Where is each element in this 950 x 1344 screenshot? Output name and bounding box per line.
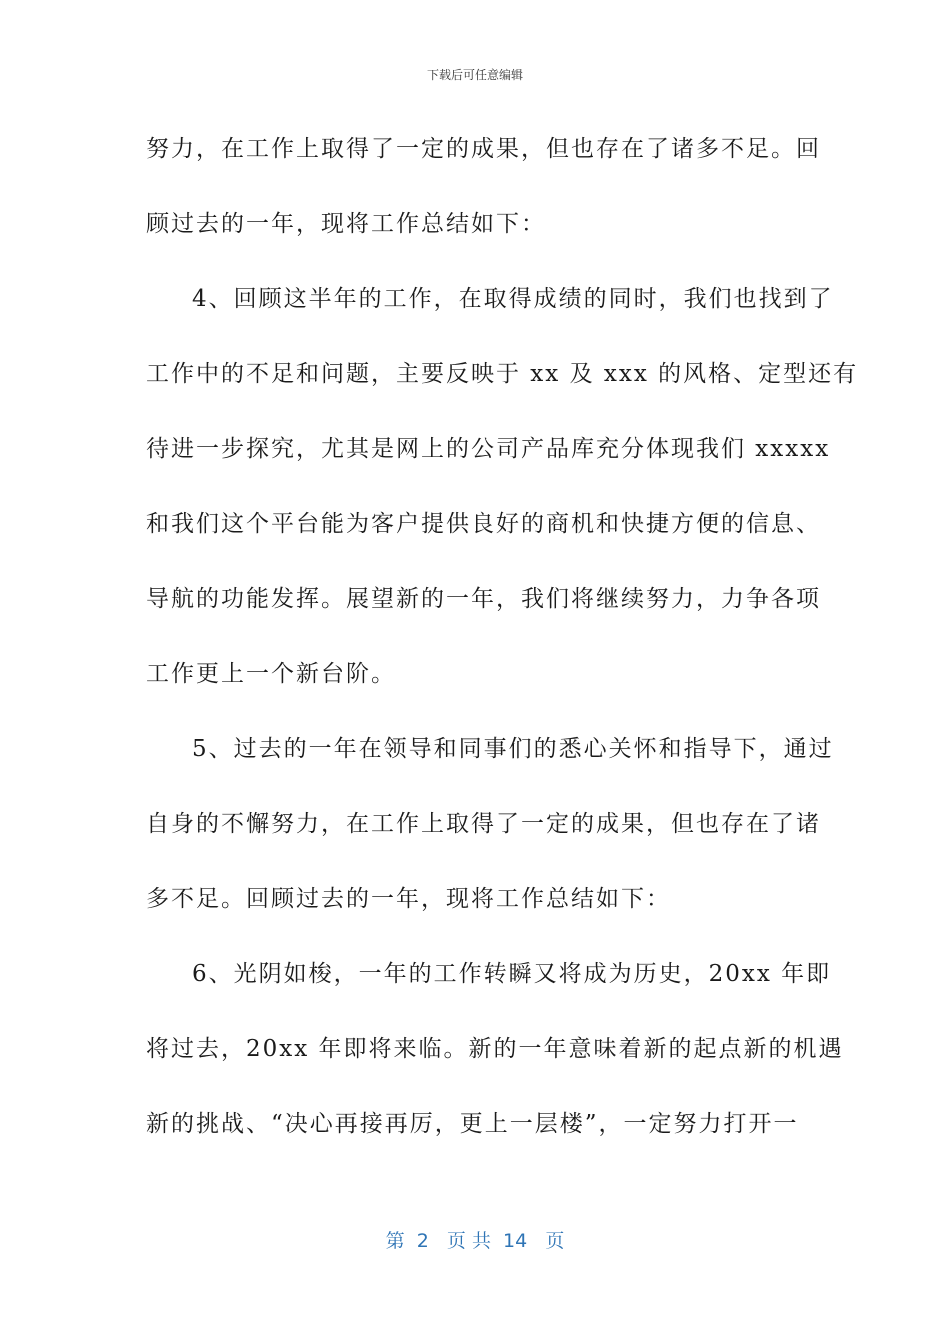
text-line: 待进一步探究，尤其是网上的公司产品库充分体现我们 xxxxx [146, 436, 831, 462]
text-line: 工作更上一个新台阶。 [146, 661, 396, 687]
text-line: 多不足。回顾过去的一年，现将工作总结如下： [146, 886, 671, 912]
text-line: 顾过去的一年，现将工作总结如下： [146, 211, 546, 237]
text-line: 将过去，20xx 年即将来临。新的一年意味着新的起点新的机遇 [146, 1036, 844, 1062]
text-line: 努力，在工作上取得了一定的成果，但也存在了诸多不足。回 [146, 136, 821, 162]
text-line: 和我们这个平台能为客户提供良好的商机和快捷方便的信息、 [146, 511, 821, 537]
text-line: 工作中的不足和问题，主要反映于 xx 及 xxx 的风格、定型还有 [146, 361, 859, 387]
text-line: 新的挑战、“决心再接再厉，更上一层楼”，一定努力打开一 [146, 1111, 799, 1137]
text-line: 6、光阴如梭，一年的工作转瞬又将成为历史，20xx 年即 [192, 961, 832, 987]
page-number-footer: 第 2 页 共 14 页 [385, 1230, 565, 1252]
text-line: 5、过去的一年在领导和同事们的悉心关怀和指导下，通过 [192, 736, 834, 762]
text-line: 4、回顾这半年的工作，在取得成绩的同时，我们也找到了 [192, 286, 834, 312]
text-line: 导航的功能发挥。展望新的一年，我们将继续努力，力争各项 [146, 586, 821, 612]
text-line: 自身的不懈努力，在工作上取得了一定的成果，但也存在了诸 [146, 811, 821, 837]
page-header: 下载后可任意编辑 [426, 68, 523, 82]
